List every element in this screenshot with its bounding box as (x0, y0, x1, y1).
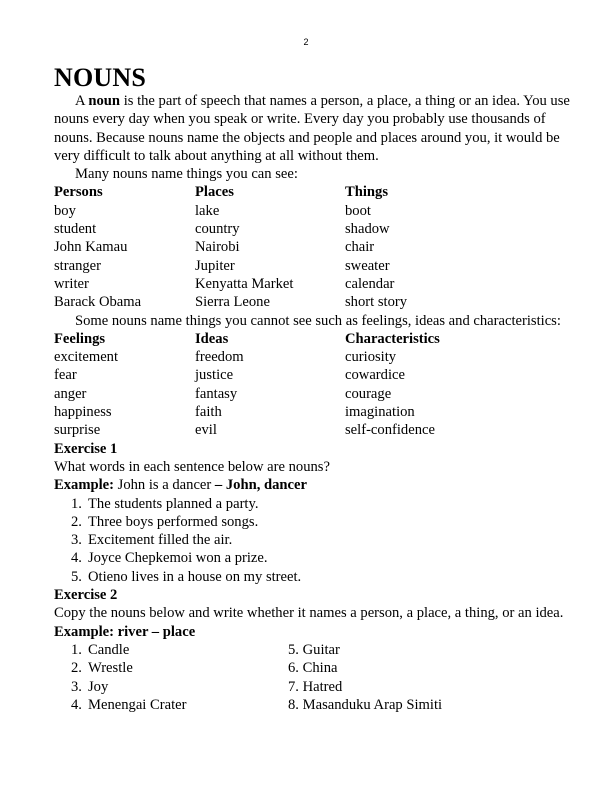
item-number: 2. (71, 513, 82, 530)
example-dash: – (214, 477, 226, 494)
column-header: Things (345, 184, 388, 201)
item-number: 5. (288, 641, 299, 658)
table-cell: fantasy (195, 385, 238, 402)
table-cell: shadow (345, 221, 390, 238)
table-cell: writer (54, 275, 89, 292)
list-item (54, 568, 574, 586)
table-cell: Barack Obama (54, 294, 142, 311)
item-number: 4. (71, 696, 82, 713)
exercise1-instruction: What words in each sentence below are nouns? (54, 458, 330, 475)
column-header: Feelings (54, 330, 106, 347)
table-cell: lake (195, 202, 220, 219)
column-header: Places (195, 184, 234, 201)
intro-rest: is the part of speech that names a person, a place, a thing or an idea. You use nouns every day when you speak or write. Every day you probably use thousands of nouns. Because nouns name the objects and people and places around you, it would be very difficult to talk about anything at all without them. (54, 93, 570, 164)
list-item (288, 659, 508, 677)
item-text: Joy (88, 678, 109, 695)
item-text: Guitar (302, 641, 340, 658)
list-item (288, 641, 508, 659)
exercise1-list (54, 495, 574, 586)
item-text: The students planned a party. (88, 495, 259, 512)
exercise1-heading: Exercise 1 (54, 440, 118, 457)
item-text: Hatred (302, 678, 343, 695)
item-number: 6. (288, 660, 299, 677)
item-number: 7. (288, 678, 299, 695)
item-number: 3. (71, 532, 82, 549)
table-cell: courage (345, 385, 392, 402)
list-item (71, 696, 288, 714)
item-text: Joyce Chepkemoi won a prize. (88, 550, 268, 567)
item-number: 8. (288, 696, 299, 713)
table-cell: sweater (345, 257, 390, 274)
visible-intro: Many nouns name things you can see: (75, 166, 298, 183)
table-cell: happiness (54, 404, 112, 421)
item-text: China (302, 660, 338, 677)
intro-paragraph (54, 92, 574, 165)
exercise1-example (54, 476, 574, 494)
column-header: Ideas (195, 330, 229, 347)
item-text: Masanduku Arap Simiti (302, 696, 443, 713)
table-cell: boy (54, 202, 76, 219)
item-text: Otieno lives in a house on my street. (88, 568, 302, 585)
exercise2-heading: Exercise 2 (54, 587, 118, 604)
table-cell: short story (345, 294, 408, 311)
column-header: Persons (54, 184, 103, 201)
table-cell: Kenyatta Market (195, 275, 294, 292)
item-number: 3. (71, 678, 82, 695)
list-item (288, 678, 508, 696)
page-title: NOUNS (54, 63, 147, 92)
table-cell: anger (54, 385, 87, 402)
example-answer: John, dancer (225, 477, 307, 494)
table-cell: Jupiter (195, 257, 235, 274)
visible-nouns-table (54, 183, 574, 311)
example-label: Example: (54, 477, 114, 494)
table-cell: Nairobi (195, 239, 240, 256)
exercise2-example: Example: river – place (54, 623, 196, 640)
list-item (54, 531, 574, 549)
table-cell: cowardice (345, 367, 405, 384)
item-number: 1. (71, 641, 82, 658)
table-cell: student (54, 221, 97, 238)
table-cell: evil (195, 422, 217, 439)
item-number: 1. (71, 495, 82, 512)
page-content (54, 64, 574, 714)
item-text: Wrestle (88, 660, 133, 677)
column-header: Characteristics (345, 330, 440, 347)
list-item (71, 678, 288, 696)
table-cell: boot (345, 202, 371, 219)
table-cell: calendar (345, 275, 395, 292)
item-number: 2. (71, 660, 82, 677)
item-number: 5. (71, 568, 82, 585)
list-item (54, 549, 574, 567)
table-cell: chair (345, 239, 375, 256)
table-cell: imagination (345, 404, 415, 421)
list-item (54, 513, 574, 531)
table-cell: curiosity (345, 349, 397, 366)
intro-bold-word: noun (88, 93, 121, 109)
table-cell: surprise (54, 422, 101, 439)
table-cell: Sierra Leone (195, 294, 270, 311)
table-cell: stranger (54, 257, 102, 274)
item-text: Excitement filled the air. (88, 532, 233, 549)
exercise2-instruction: Copy the nouns below and write whether it names a person, a place, a thing, or an idea. (54, 605, 564, 622)
invisible-nouns-table (54, 330, 574, 440)
table-cell: excitement (54, 349, 119, 366)
exercise2-list (54, 641, 574, 714)
item-text: Three boys performed songs. (88, 513, 259, 530)
table-cell: freedom (195, 349, 244, 366)
table-cell: faith (195, 404, 222, 421)
list-item (71, 659, 288, 677)
invisible-intro: Some nouns name things you cannot see such as feelings, ideas and characteristics: (75, 312, 561, 329)
table-cell: self-confidence (345, 422, 435, 439)
list-item (288, 696, 508, 714)
item-text: Menengai Crater (88, 696, 187, 713)
item-number: 4. (71, 550, 82, 567)
item-text: Candle (88, 641, 130, 658)
page-number: 2 (303, 37, 309, 47)
intro-prefix: A (75, 93, 89, 109)
table-cell: John Kamau (54, 239, 128, 256)
list-item (71, 641, 288, 659)
list-item (54, 495, 574, 513)
table-cell: country (195, 221, 240, 238)
table-cell: justice (195, 367, 234, 384)
table-cell: fear (54, 367, 77, 384)
example-text: John is a dancer (114, 477, 215, 494)
